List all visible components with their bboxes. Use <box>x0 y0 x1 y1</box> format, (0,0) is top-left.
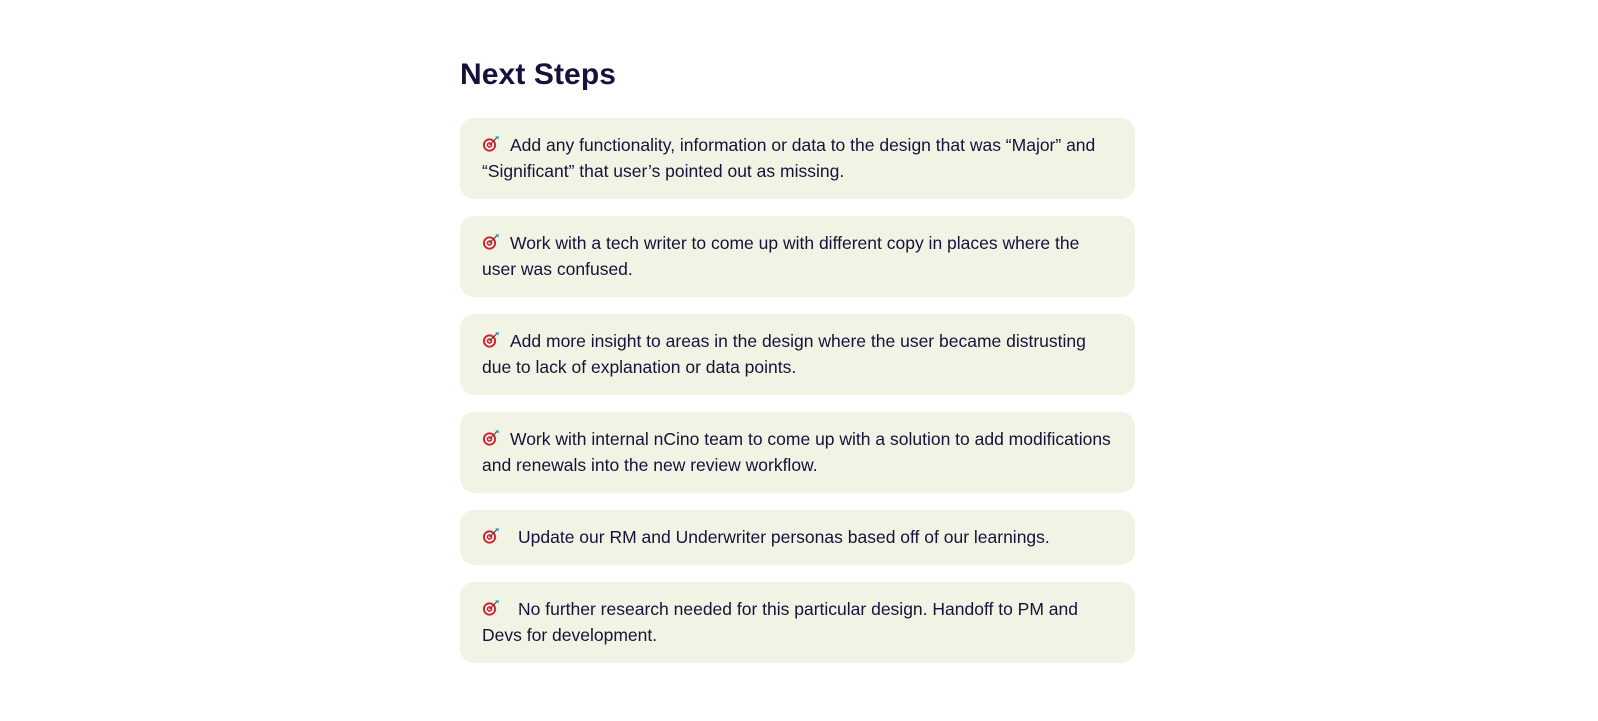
target-icon <box>482 135 500 153</box>
step-text: No further research needed for this particular design. Handoff to PM and Devs for development. <box>482 599 1078 645</box>
step-text: Work with internal nCino team to come up with a solution to add modifications and renewals into the new review workflow. <box>482 429 1111 475</box>
step-card <box>460 314 1135 395</box>
step-card <box>460 216 1135 297</box>
target-icon <box>482 527 500 545</box>
step-text: Add any functionality, information or data to the design that was “Major” and “Significant” that user’s pointed out as missing. <box>482 135 1096 181</box>
step-text: Add more insight to areas in the design where the user became distrusting due to lack of explanation or data points. <box>482 331 1086 377</box>
target-icon <box>482 599 500 617</box>
target-icon <box>482 429 500 447</box>
target-icon <box>482 233 500 251</box>
step-card <box>460 510 1135 565</box>
target-icon <box>482 331 500 349</box>
step-card <box>460 412 1135 493</box>
next-steps-section <box>460 52 1135 680</box>
page-title: Next Steps <box>460 58 617 91</box>
step-text: Update our RM and Underwriter personas based off of our learnings. <box>518 527 1050 547</box>
steps-list <box>460 118 1135 663</box>
step-text: Work with a tech writer to come up with different copy in places where the user was confused. <box>482 233 1080 279</box>
step-card <box>460 118 1135 199</box>
step-card <box>460 582 1135 663</box>
